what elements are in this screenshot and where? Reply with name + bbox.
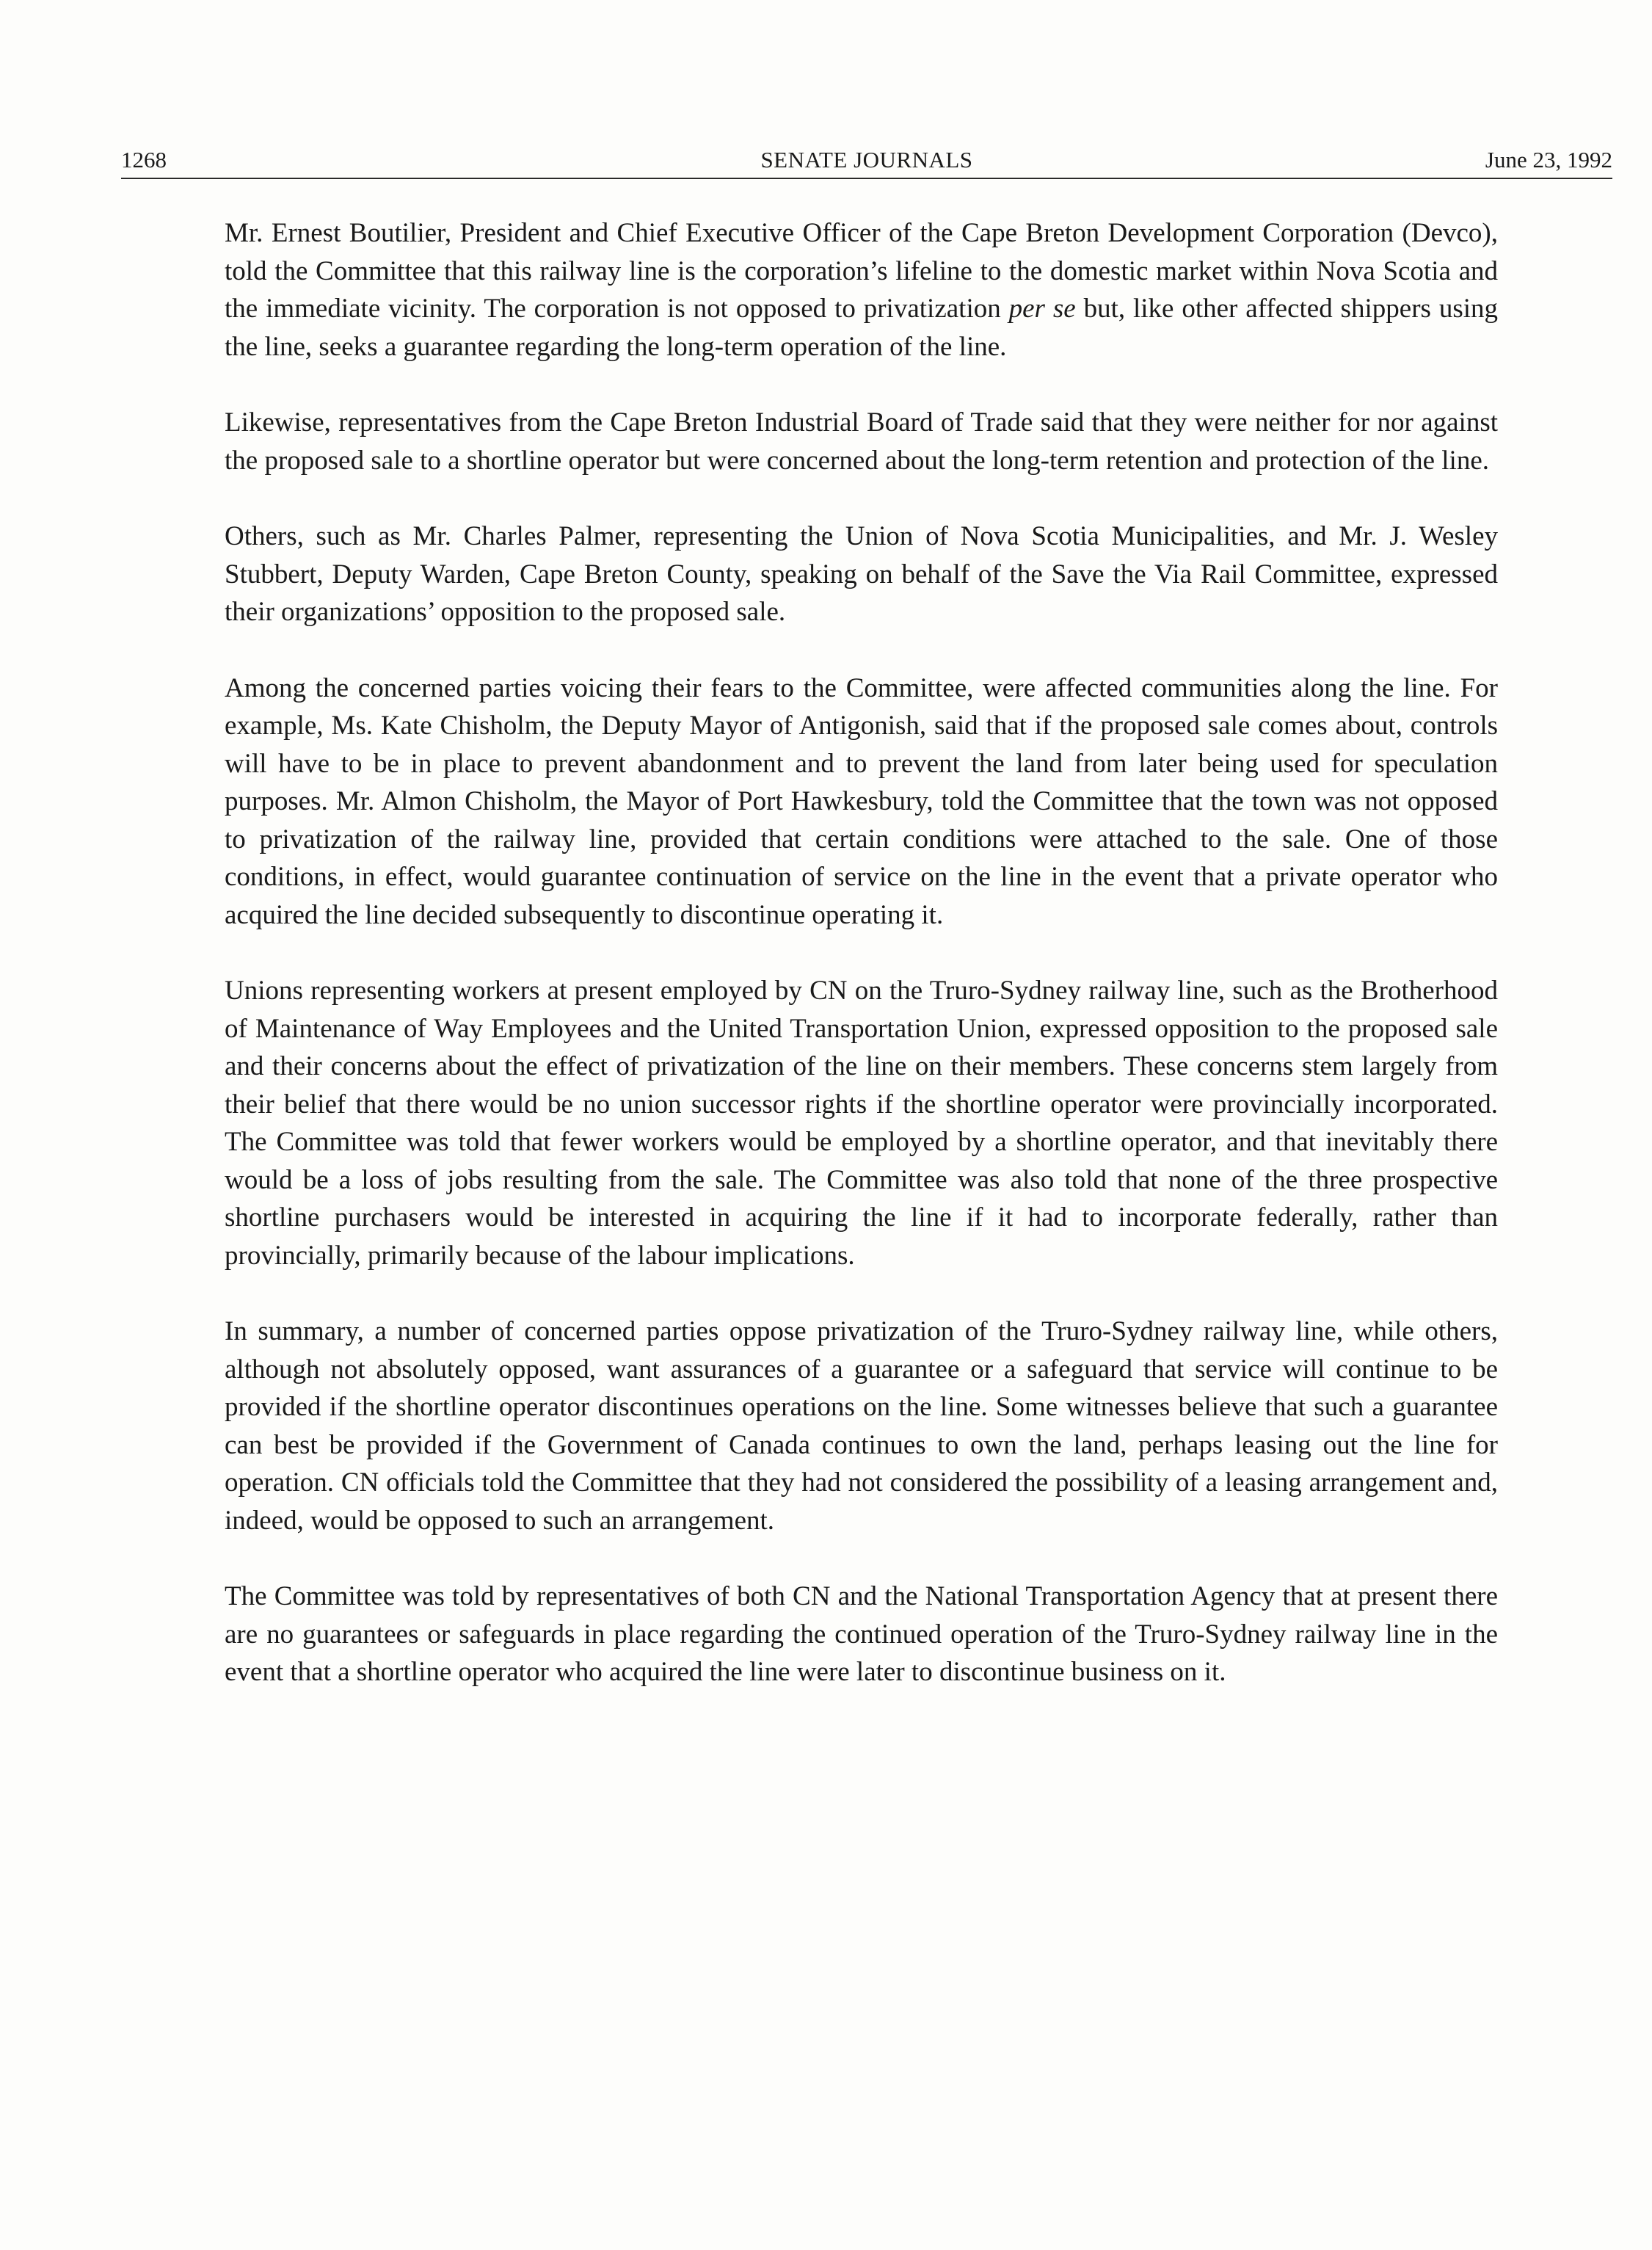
paragraph-text: Mr. Ernest Boutilier, President and Chief Executive Officer of the Cape Breton Development Corporation (Devco), told the Committee that this railway line is the corporation’s lifeline to the domestic market within Nova Scotia and the immediate vicinity. The corporation is not opposed to privatization [225,218,1498,324]
paragraph-opposition: Others, such as Mr. Charles Palmer, representing the Union of Nova Scotia Municipalities, and Mr. J. Wesley Stubbert, Deputy Warden, Cape Breton County, speaking on behalf of the Save the Via Rail Committee, expressed their organizations’ opposition to the proposed sale. [225,521,1498,627]
paragraph-summary: In summary, a number of concerned parties oppose privatization of the Truro-Sydney railway line, while others, although not absolutely opposed, want assurances of a guarantee or a safeguard that service will continue to be provided if the shortline operator discontinues operations on the line. Some witnesses believe that such a guarantee can best be provided if the Government of Canada continues to own the land, perhaps leasing out the line for operation. CN officials told the Committee that they had not considered the possibility of a leasing arrangement and, indeed, would be opposed to such an arrangement. [225,1316,1498,1536]
italic-phrase: per se [1008,294,1076,324]
paragraph-board-of-trade: Likewise, representatives from the Cape Breton Industrial Board of Trade said that they were neither for nor against the proposed sale to a shortline operator but were concerned about the long-term retention and protection of the line. [225,407,1498,476]
paragraph-boutilier [225,214,1498,366]
paragraph-communities: Among the concerned parties voicing their fears to the Committee, were affected communities along the line. For example, Ms. Kate Chisholm, the Deputy Mayor of Antigonish, said that if the proposed sale comes about, controls will have to be in place to prevent abandonment and to prevent the land from later being used for speculation purposes. Mr. Almon Chisholm, the Mayor of Port Hawkesbury, told the Committee that the town was not opposed to privatization of the railway line, provided that certain conditions were attached to the sale. One of those conditions, in effect, would guarantee continuation of service on the line in the event that a private operator who acquired the line decided subsequently to discontinue operating it. [225,672,1498,930]
journal-date: June 23, 1992 [1485,147,1612,173]
paragraph-text: but, like other affected shippers using the line, seeks a guarantee regarding the long-term operation of the line. [225,294,1498,362]
page-number: 1268 [121,147,167,173]
paragraph-guarantees: The Committee was told by representatives of both CN and the National Transportation Agency that at present there are no guarantees or safeguards in place regarding the continued operation of the Truro-Sydney railway line in the event that a shortline operator who acquired the line were later to discontinue business on it. [225,1581,1498,1687]
journal-title: SENATE JOURNALS [760,147,973,173]
running-header [121,142,1612,179]
paragraph-unions: Unions representing workers at present employed by CN on the Truro-Sydney railway line, such as the Brotherhood of Maintenance of Way Employees and the United Transportation Union, expressed opposition to the proposed sale and their concerns about the effect of privatization of the line on their members. These concerns stem largely from their belief that there would be no union successor rights if the shortline operator were provincially incorporated. The Committee was told that fewer workers would be employed by a shortline operator, and that inevitably there would be a loss of jobs resulting from the sale. The Committee was also told that none of the three prospective shortline purchasers would be interested in acquiring the line if it had to incorporate federally, rather than provincially, primarily because of the labour implications. [225,976,1498,1271]
body-text [225,214,1498,1730]
